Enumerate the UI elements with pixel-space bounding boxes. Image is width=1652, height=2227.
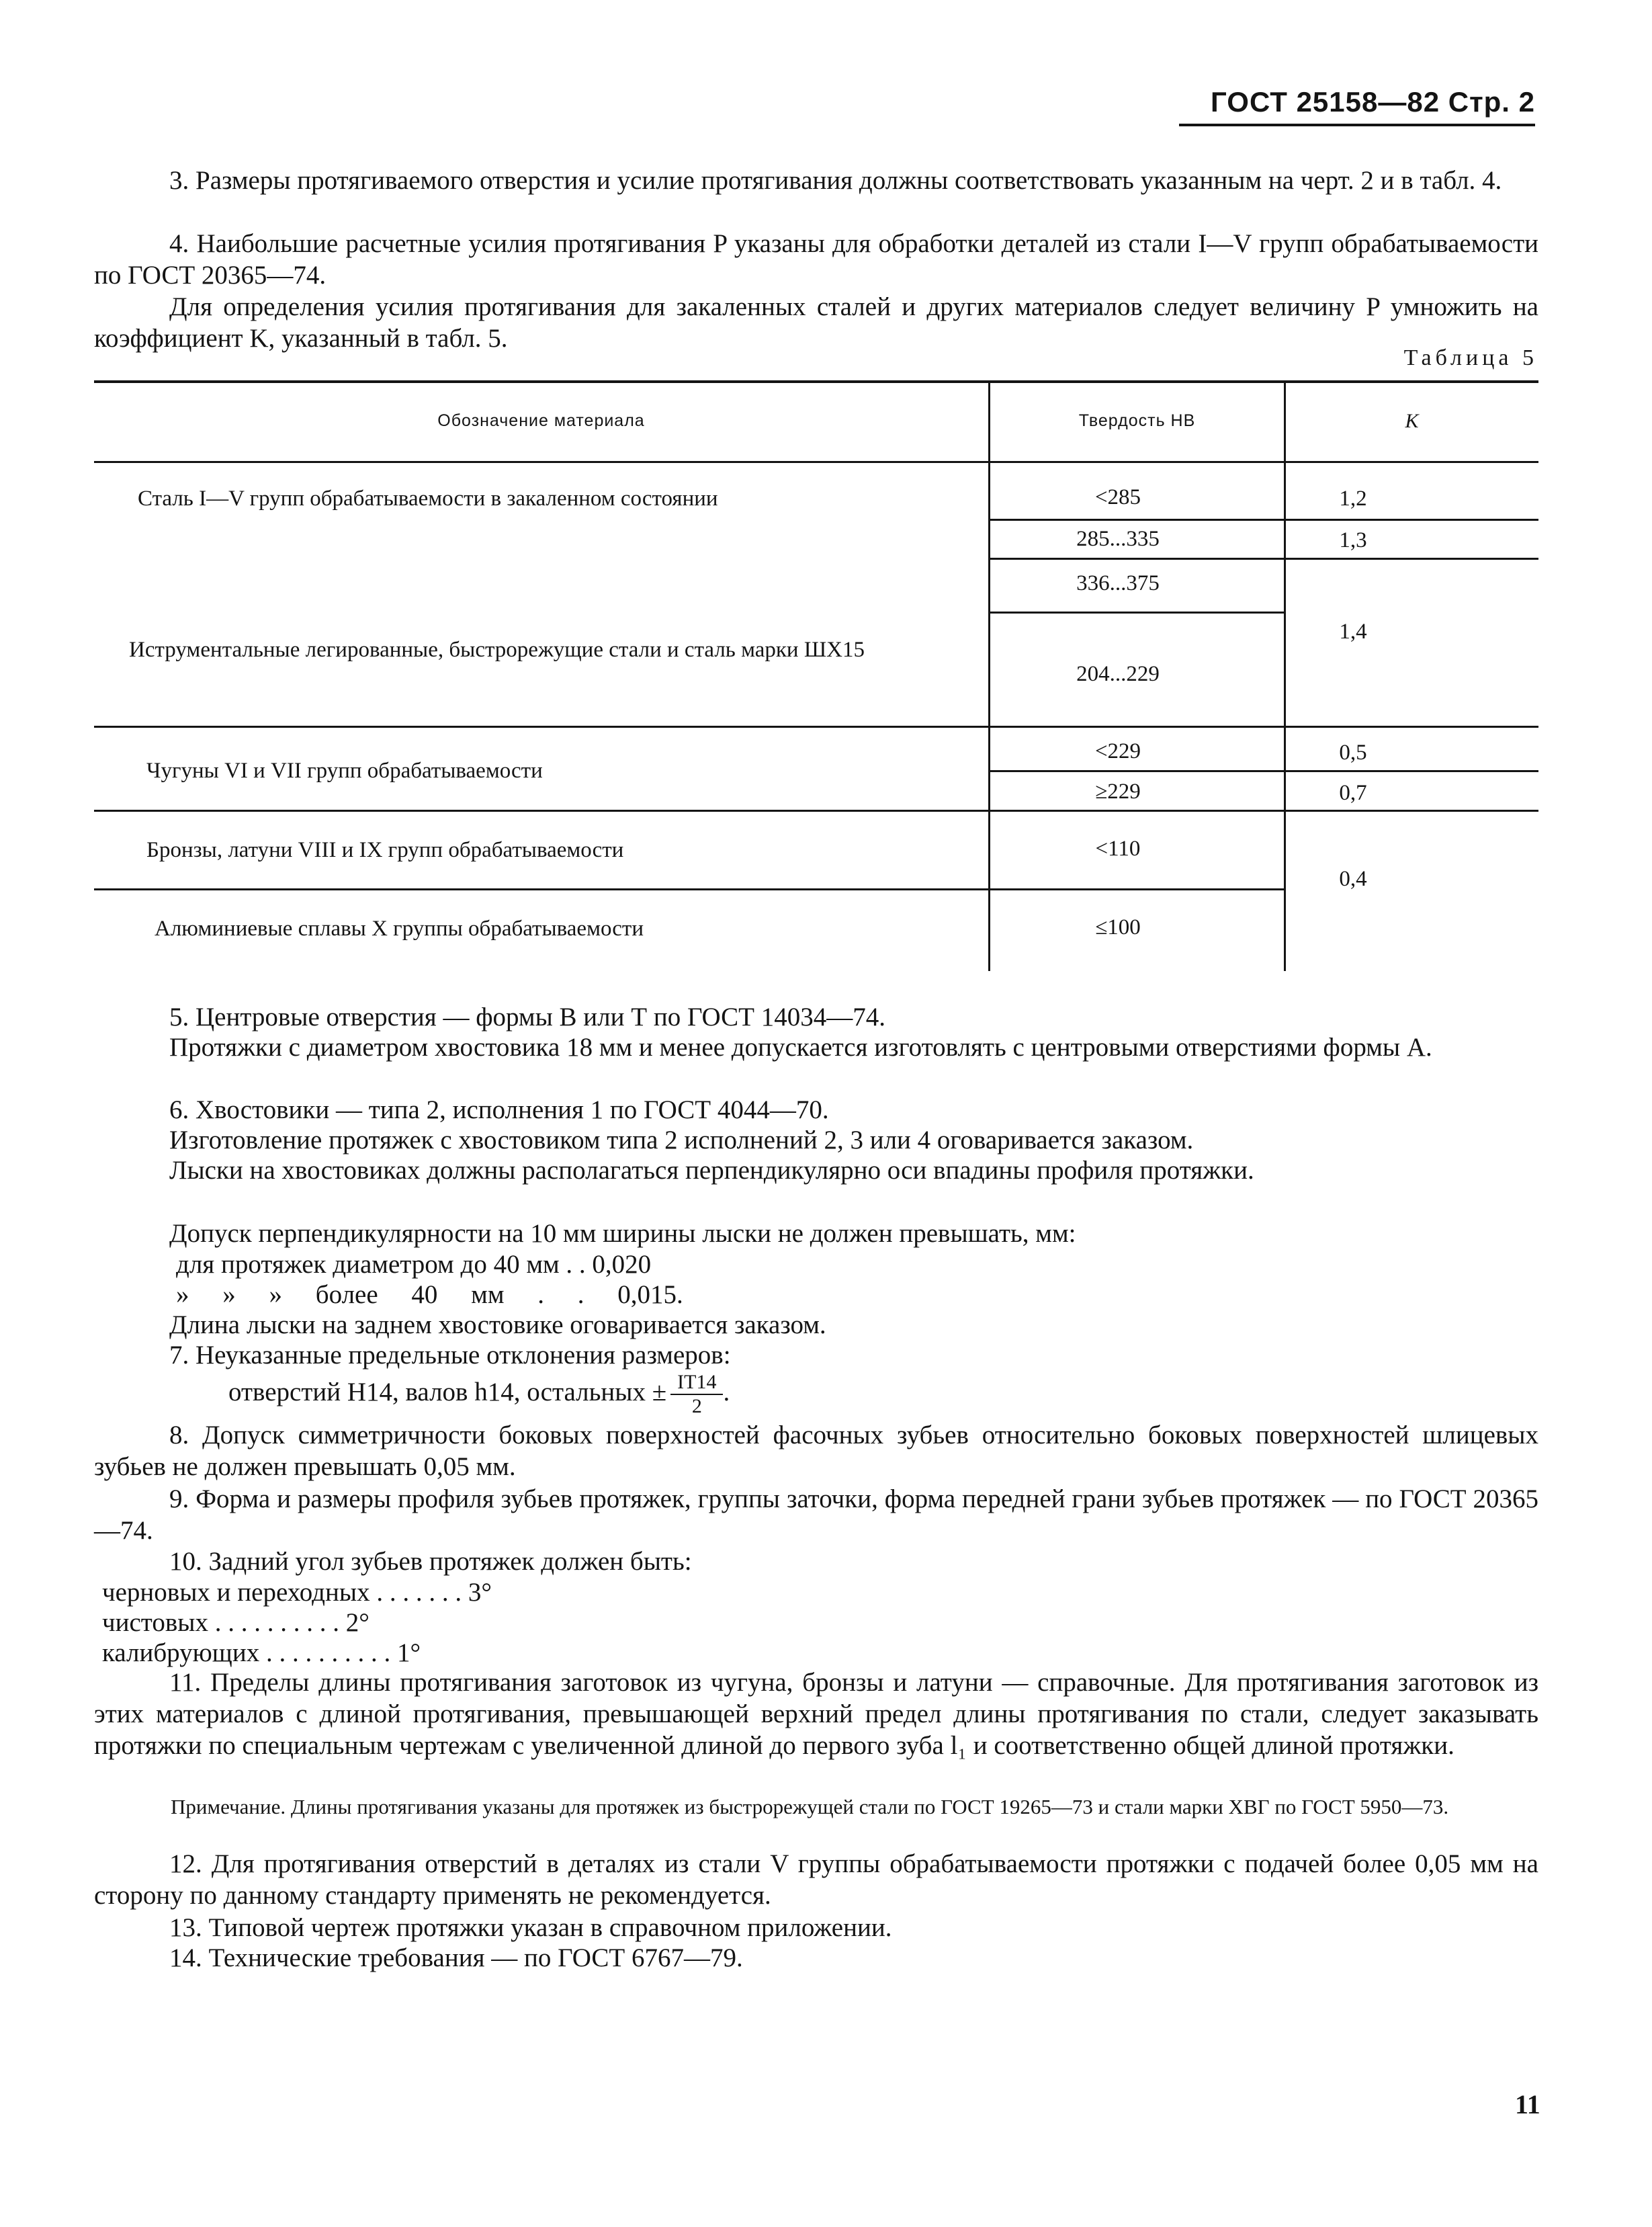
hardness-2: 285...335 (1076, 527, 1160, 551)
angle-line-1: черновых и переходных . . . . . . . 3° (102, 1578, 492, 1607)
material-bronze: Бронзы, латуни VIII и IX групп обрабатываемости (146, 838, 624, 862)
paragraph-3: 3. Размеры протягиваемого отверстия и усилие протягивания должны соответствовать указанным на черт. 2 и в табл. 4. (169, 166, 1502, 195)
item-6b: Изготовление протяжек с хвостовиком типа 2 исполнений 2, 3 или 4 оговаривается заказом. (169, 1126, 1194, 1154)
hardness-8: ≤100 (1095, 915, 1141, 939)
item-8: 8. Допуск симметричности боковых поверхностей фасочных зубьев относительно боковых поверхностей шлицевых зубьев не должен превышать 0,05 мм. (94, 1421, 1538, 1481)
material-alu: Алюминиевые сплавы X группы обрабатываемости (155, 917, 644, 941)
k-5: 0,7 (1339, 781, 1367, 805)
item-10: 10. Задний угол зубьев протяжек должен быть: (169, 1547, 692, 1576)
item-7: 7. Неуказанные предельные отклонения размеров: (169, 1341, 731, 1370)
hardness-3: 336...375 (1076, 571, 1160, 595)
rule-k2 (1286, 558, 1538, 560)
item-5b: Протяжки с диаметром хвостовика 18 мм и менее допускается изготовлять с центровыми отверстиями формы А. (169, 1033, 1432, 1062)
rule-h3 (990, 612, 1284, 614)
item-7b-text: отверстий Н14, валов h14, остальных ± (228, 1377, 667, 1406)
tolerance-line-2: » » » более 40 мм . . 0,015. (176, 1280, 683, 1309)
k-1: 1,2 (1339, 487, 1367, 511)
paragraph-4b: Для определения усилия протягивания для закаленных сталей и других материалов следует величину P умножить на коэффициент K, указанный в табл. 5. (94, 292, 1538, 353)
k-2: 1,3 (1339, 528, 1367, 552)
item-7b (228, 1372, 730, 1417)
rule-k5 (1286, 810, 1538, 812)
item-14: 14. Технические требования — по ГОСТ 6767—79. (169, 1943, 743, 1972)
fraction-denominator: 2 (691, 1395, 702, 1417)
header-material: Обозначение материала (437, 411, 645, 430)
item-13: 13. Типовой чертеж протяжки указан в справочном приложении. (169, 1913, 892, 1942)
rule-k3 (1286, 726, 1538, 728)
rule-h2 (990, 558, 1284, 560)
hardness-6: ≥229 (1095, 780, 1141, 804)
rule-h5 (990, 770, 1284, 772)
note: Примечание. Длины протягивания указаны для протяжек из быстрорежущей стали по ГОСТ 19265—73 и стали марки ХВГ по ГОСТ 5950—73. (171, 1795, 1449, 1818)
table-top-rule (94, 380, 1538, 383)
k-6: 0,4 (1339, 867, 1367, 891)
it14-fraction (670, 1372, 723, 1417)
rule-bronze-alu (94, 888, 988, 890)
rule-tool-cast (94, 726, 988, 728)
fraction-end: . (723, 1377, 730, 1406)
item-5: 5. Центровые отверстия — формы В или Т по ГОСТ 14034—74. (169, 1003, 886, 1032)
item-6: 6. Хвостовики — типа 2, исполнения 1 по ГОСТ 4044—70. (169, 1095, 829, 1124)
page-header: ГОСТ 25158—82 Стр. 2 (1179, 86, 1535, 126)
hardness-1: <285 (1094, 485, 1141, 509)
tolerance-line-1: для протяжек диаметром до 40 мм . . 0,020 (176, 1250, 652, 1279)
item-11: 11. Пределы длины протягивания заготовок из чугуна, бронзы и латуни — справочные. Для протягивания заготовок из этих материалов с длиной протягивания, превышающей верхний предел длины протягивания по стали, следует заказывать протяжки по специальным чертежам с увеличенной длиной до первого зуба l₁ и соответственно общей длиной протяжки. (94, 1668, 1538, 1760)
item-6c: Лыски на хвостовиках должны располагаться перпендикулярно оси впадины профиля протяжки. (169, 1156, 1254, 1185)
item-6d: Допуск перпендикулярности на 10 мм ширины лыски не должен превышать, мм: (169, 1219, 1076, 1248)
material-tool: Иструментальные легированные, быстрорежущие стали и сталь марки ШХ15 (129, 638, 865, 662)
table-caption: Таблица 5 (1403, 345, 1538, 370)
item-6e: Длина лыски на заднем хвостовике оговаривается заказом. (169, 1310, 826, 1339)
header-k: K (1405, 410, 1420, 432)
rule-k4 (1286, 770, 1538, 772)
header-hardness: Твердость НВ (1078, 411, 1196, 430)
hardness-7: <110 (1095, 837, 1141, 861)
hardness-5: <229 (1094, 739, 1141, 763)
material-cast: Чугуны VI и VII групп обрабатываемости (146, 759, 543, 783)
rule-cast-bronze (94, 810, 988, 812)
table-header-rule (94, 461, 1538, 463)
item-12: 12. Для протягивания отверстий в деталях из стали V группы обрабатываемости протяжки с подачей более 0,05 мм на сторону по данному стандарту применять не рекомендуется. (94, 1849, 1538, 1910)
rule-h7 (990, 888, 1284, 890)
rule-h1 (990, 519, 1284, 521)
hardness-4: 204...229 (1076, 662, 1160, 686)
rule-h4 (990, 726, 1284, 728)
k-4: 0,5 (1339, 741, 1367, 765)
material-steel: Сталь I—V групп обрабатываемости в закаленном состоянии (138, 487, 718, 511)
k-3: 1,4 (1339, 620, 1367, 644)
item-9: 9. Форма и размеры профиля зубьев протяжек, группы заточки, форма передней грани зубьев протяжек — по ГОСТ 20365—74. (94, 1484, 1538, 1545)
angle-line-2: чистовых . . . . . . . . . . 2° (102, 1608, 369, 1637)
page-number: 11 (1515, 2089, 1540, 2119)
rule-k1 (1286, 519, 1538, 521)
angle-line-3: калибрующих . . . . . . . . . . 1° (102, 1638, 421, 1667)
rule-h6 (990, 810, 1284, 812)
fraction-numerator: IT14 (670, 1372, 723, 1395)
paragraph-4: 4. Наибольшие расчетные усилия протягивания P указаны для обработки деталей из стали I—V групп обрабатываемости по ГОСТ 20365—74. (94, 229, 1538, 290)
